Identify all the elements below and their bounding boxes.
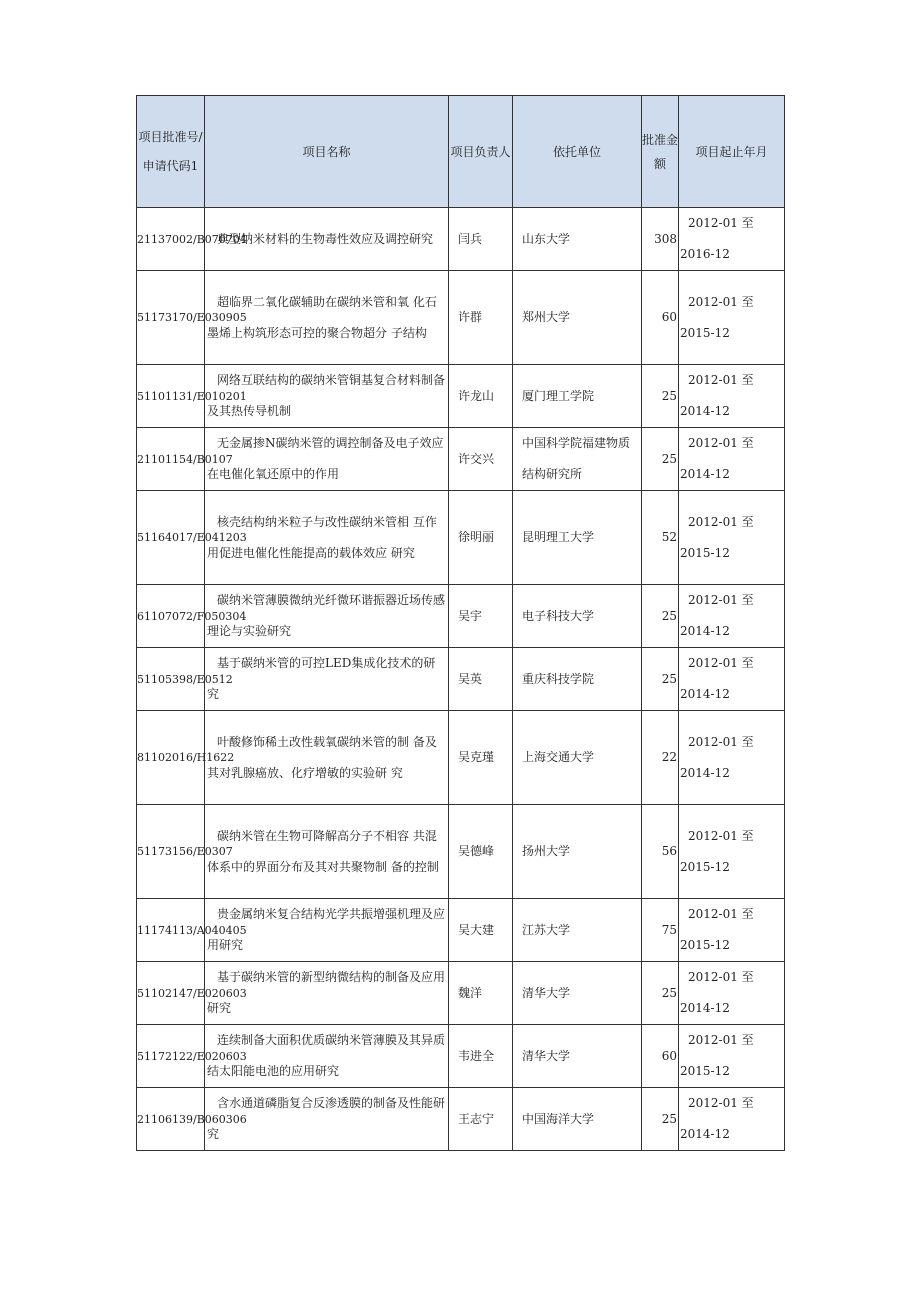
cell-amount: 60 xyxy=(642,1025,679,1088)
cell-code: 81102016/H1622 xyxy=(137,711,205,805)
period-end: 2014-12 xyxy=(680,467,730,481)
cell-period xyxy=(679,365,785,428)
period-end: 2015-12 xyxy=(680,1064,730,1078)
cell-name xyxy=(205,491,449,585)
cell-pi: 吴克瑾 xyxy=(449,711,513,805)
cell-amount: 25 xyxy=(642,365,679,428)
cell-period xyxy=(679,805,785,899)
cell-unit: 厦门理工学院 xyxy=(513,365,642,428)
cell-code: 21106139/B060306 xyxy=(137,1088,205,1151)
cell-name xyxy=(205,365,449,428)
table-row xyxy=(137,491,785,585)
cell-code: 11174113/A040405 xyxy=(137,899,205,962)
cell-period xyxy=(679,491,785,585)
project-name-text: 叶酸修饰稀土改性载氧碳纳米管的制 备及其对乳腺癌放、化疗增敏的实验研 究 xyxy=(207,734,437,780)
project-name-text: 典型纳米材料的生物毒性效应及调控研究 xyxy=(217,231,434,246)
cell-code: 51173170/E030905 xyxy=(137,271,205,365)
cell-unit: 清华大学 xyxy=(513,1025,642,1088)
period-end: 2014-12 xyxy=(680,1127,730,1141)
cell-name xyxy=(205,208,449,271)
period-start: 2012-01 至 xyxy=(688,828,754,843)
cell-pi: 闫兵 xyxy=(449,208,513,271)
period-start: 2012-01 至 xyxy=(688,656,754,670)
period-end: 2014-12 xyxy=(680,624,730,638)
cell-code: 51101131/E010201 xyxy=(137,365,205,428)
table-row xyxy=(137,585,785,648)
cell-pi: 吴英 xyxy=(449,648,513,711)
cell-name xyxy=(205,585,449,648)
cell-amount: 52 xyxy=(642,491,679,585)
cell-code: 51172122/E020603 xyxy=(137,1025,205,1088)
cell-code: 51105398/E0512 xyxy=(137,648,205,711)
table-row xyxy=(137,208,785,271)
project-name-text: 碳纳米管在生物可降解高分子不相容 共混体系中的界面分布及其对共聚物制 备的控制 xyxy=(207,828,439,874)
cell-pi: 韦进全 xyxy=(449,1025,513,1088)
project-name-text: 含水通道磷脂复合反渗透膜的制备及性能研究 xyxy=(207,1096,446,1141)
cell-unit: 重庆科技学院 xyxy=(513,648,642,711)
cell-name xyxy=(205,711,449,805)
project-name-text: 贵金属纳米复合结构光学共振增强机理及应用研究 xyxy=(207,907,446,952)
period-start: 2012-01 至 xyxy=(688,1096,754,1110)
header-code: 项目批准号/申请代码1 xyxy=(137,96,205,208)
cell-amount: 25 xyxy=(642,428,679,491)
cell-code: 21101154/B0107 xyxy=(137,428,205,491)
cell-amount: 25 xyxy=(642,585,679,648)
cell-name xyxy=(205,899,449,962)
cell-period xyxy=(679,271,785,365)
cell-unit: 江苏大学 xyxy=(513,899,642,962)
cell-unit: 电子科技大学 xyxy=(513,585,642,648)
table-row xyxy=(137,365,785,428)
cell-pi: 许龙山 xyxy=(449,365,513,428)
header-period: 项目起止年月 xyxy=(679,96,785,208)
period-start: 2012-01 至 xyxy=(688,593,754,607)
table-row xyxy=(137,962,785,1025)
cell-name xyxy=(205,648,449,711)
cell-name xyxy=(205,428,449,491)
cell-unit: 清华大学 xyxy=(513,962,642,1025)
cell-code: 51102147/E020603 xyxy=(137,962,205,1025)
cell-unit: 郑州大学 xyxy=(513,271,642,365)
cell-period xyxy=(679,428,785,491)
period-start: 2012-01 至 xyxy=(688,373,754,387)
period-start: 2012-01 至 xyxy=(688,1033,754,1047)
cell-code: 51173156/E0307 xyxy=(137,805,205,899)
period-end: 2014-12 xyxy=(680,687,730,701)
table-row xyxy=(137,1088,785,1151)
cell-pi: 徐明丽 xyxy=(449,491,513,585)
period-start: 2012-01 至 xyxy=(688,294,754,309)
cell-amount: 308 xyxy=(642,208,679,271)
period-end: 2014-12 xyxy=(680,1001,730,1015)
cell-code: 51164017/E041203 xyxy=(137,491,205,585)
cell-name xyxy=(205,1025,449,1088)
period-end: 2015-12 xyxy=(680,938,730,952)
cell-amount: 22 xyxy=(642,711,679,805)
cell-pi: 吴宇 xyxy=(449,585,513,648)
table-row xyxy=(137,271,785,365)
period-start: 2012-01 至 xyxy=(688,514,754,529)
cell-period xyxy=(679,711,785,805)
cell-amount: 75 xyxy=(642,899,679,962)
cell-amount: 60 xyxy=(642,271,679,365)
cell-unit: 山东大学 xyxy=(513,208,642,271)
project-name-text: 无金属掺N碳纳米管的调控制备及电子效应在电催化氧还原中的作用 xyxy=(207,436,444,481)
cell-period xyxy=(679,208,785,271)
cell-pi: 王志宁 xyxy=(449,1088,513,1151)
period-start: 2012-01 至 xyxy=(688,970,754,984)
cell-period xyxy=(679,648,785,711)
cell-unit: 中国海洋大学 xyxy=(513,1088,642,1151)
cell-unit: 中国科学院福建物质结构研究所 xyxy=(513,428,642,491)
cell-unit: 昆明理工大学 xyxy=(513,491,642,585)
cell-unit: 上海交通大学 xyxy=(513,711,642,805)
table-row xyxy=(137,805,785,899)
cell-amount: 25 xyxy=(642,1088,679,1151)
header-unit: 依托单位 xyxy=(513,96,642,208)
project-name-text: 碳纳米管薄膜微纳光纤微环谐振器近场传感理论与实验研究 xyxy=(207,593,446,638)
period-end: 2014-12 xyxy=(680,404,730,418)
project-name-text: 超临界二氧化碳辅助在碳纳米管和氧 化石墨烯上构筑形态可控的聚合物超分 子结构 xyxy=(207,294,437,340)
period-start: 2012-01 至 xyxy=(688,734,754,749)
cell-period xyxy=(679,1025,785,1088)
project-table xyxy=(136,95,785,1151)
period-start: 2012-01 至 xyxy=(688,436,754,450)
cell-period xyxy=(679,962,785,1025)
cell-period xyxy=(679,899,785,962)
cell-amount: 25 xyxy=(642,648,679,711)
period-end: 2016-12 xyxy=(680,247,730,261)
cell-code: 21137002/B070704 xyxy=(137,208,205,271)
cell-pi: 吴大建 xyxy=(449,899,513,962)
cell-pi: 许交兴 xyxy=(449,428,513,491)
table-header-row xyxy=(137,96,785,208)
project-name-text: 基于碳纳米管的可控LED集成化技术的研究 xyxy=(207,656,436,701)
header-name: 项目名称 xyxy=(205,96,449,208)
project-name-text: 网络互联结构的碳纳米管铜基复合材料制备及其热传导机制 xyxy=(207,373,446,418)
table-row xyxy=(137,1025,785,1088)
table-row xyxy=(137,428,785,491)
cell-pi: 魏洋 xyxy=(449,962,513,1025)
cell-pi: 吴德峰 xyxy=(449,805,513,899)
cell-period xyxy=(679,1088,785,1151)
period-end: 2014-12 xyxy=(680,765,730,780)
table-row xyxy=(137,711,785,805)
table-row xyxy=(137,899,785,962)
cell-pi: 许群 xyxy=(449,271,513,365)
project-name-text: 连续制备大面积优质碳纳米管薄膜及其异质结太阳能电池的应用研究 xyxy=(207,1033,446,1078)
period-end: 2015-12 xyxy=(680,325,730,340)
cell-unit: 扬州大学 xyxy=(513,805,642,899)
header-pi: 项目负责人 xyxy=(449,96,513,208)
cell-code: 61107072/F050304 xyxy=(137,585,205,648)
project-name-text: 基于碳纳米管的新型纳微结构的制备及应用研究 xyxy=(207,970,446,1015)
header-amount: 批准金额 xyxy=(642,96,679,208)
period-start: 2012-01 至 xyxy=(688,216,754,230)
cell-name xyxy=(205,805,449,899)
period-start: 2012-01 至 xyxy=(688,907,754,921)
period-end: 2015-12 xyxy=(680,545,730,560)
cell-amount: 56 xyxy=(642,805,679,899)
cell-period xyxy=(679,585,785,648)
project-name-text: 核壳结构纳米粒子与改性碳纳米管相 互作用促进电催化性能提高的载体效应 研究 xyxy=(207,514,437,560)
period-end: 2015-12 xyxy=(680,859,730,874)
cell-amount: 25 xyxy=(642,962,679,1025)
cell-name xyxy=(205,271,449,365)
table-row xyxy=(137,648,785,711)
